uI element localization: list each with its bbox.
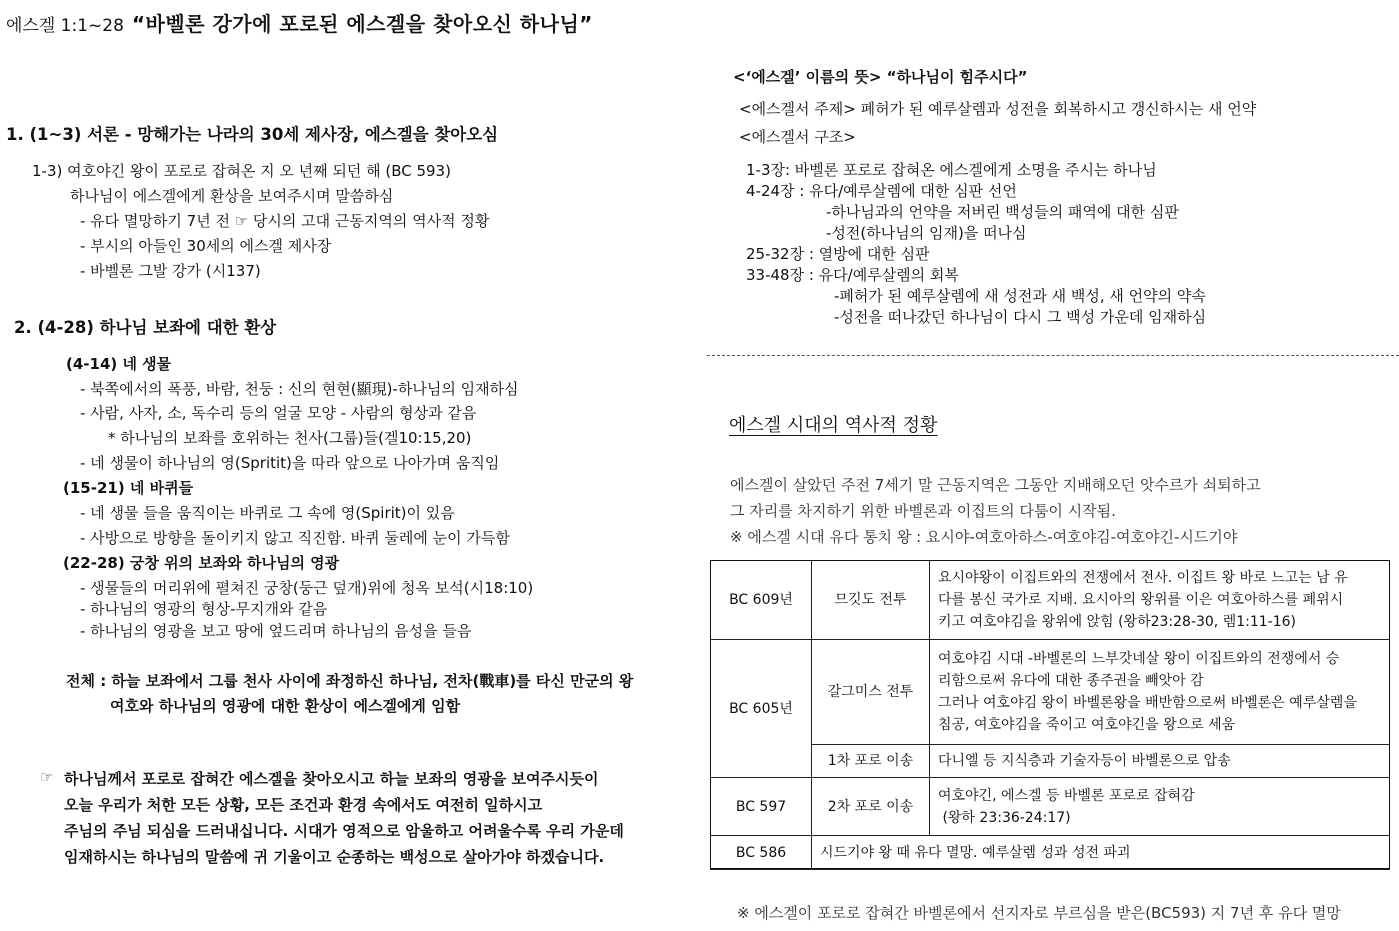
structure-label: <에스겔서 구조> <box>739 128 856 146</box>
application-line: 오늘 우리가 처한 모든 상황, 모든 조건과 환경 속에서도 여전히 일하시고 <box>64 796 543 814</box>
application-line: 임재하시는 하나님의 말씀에 귀 기울이고 순종하는 백성으로 살아가야 하겠습니다. <box>64 848 605 866</box>
structure-item: 1-3장: 바벨론 포로로 잡혀온 에스겔에게 소명을 주시는 하나님 <box>746 161 1157 179</box>
year-cell: BC 586 <box>711 836 812 870</box>
description-cell <box>930 778 1390 836</box>
year-cell: BC 605년 <box>711 640 812 778</box>
list-item: - 생물들의 머리위에 펼쳐진 궁창(둥근 덮개)위에 청옥 보석(시18:10) <box>80 579 534 597</box>
history-text: 에스겔이 살았던 주전 7세기 말 근동지역은 그동안 지배해오던 앗수르가 쇠퇴하고 <box>730 476 1261 494</box>
summary-line1: 전체 : 하늘 보좌에서 그룹 천사 사이에 좌정하신 하나님, 전차(戰車)를 타신 만군의 왕 <box>66 672 634 690</box>
list-item: - 하나님의 영광을 보고 땅에 엎드리며 하나님의 음성을 들음 <box>80 622 472 640</box>
structure-item: -성전(하나님의 임재)을 떠나심 <box>826 224 1027 242</box>
description-cell: 시드기야 왕 때 유다 멸망. 예루살렘 성과 성전 파괴 <box>812 836 1390 870</box>
description-cell <box>930 640 1390 745</box>
subheading-four-creatures: (4-14) 네 생물 <box>66 355 172 373</box>
history-heading: 에스겔 시대의 역사적 정황 <box>729 415 938 436</box>
list-item: - 북쪽에서의 폭풍, 바람, 천둥 : 신의 현현(顯現)-하나님의 임재하심 <box>80 380 519 398</box>
structure-item: -하나님과의 언약을 저버린 백성들의 패역에 대한 심판 <box>826 203 1179 221</box>
application-line: 주님의 주님 되심을 드러내십니다. 시대가 영적으로 암울하고 어려울수록 우리 가운데 <box>64 822 624 840</box>
list-item: * 하나님의 보좌를 호위하는 천사(그룹)들(겔10:15,20) <box>108 429 472 447</box>
description-line: 다를 봉신 국가로 지배. 요시아의 왕위를 이은 여호아하스를 폐위시 <box>938 592 1344 608</box>
subheading-throne-glory: (22-28) 궁창 위의 보좌와 하나님의 영광 <box>63 554 340 572</box>
structure-item: 4-24장 : 유다/예루살렘에 대한 심판 선언 <box>746 182 1017 200</box>
page-title <box>6 8 593 37</box>
name-meaning: <‘에스겔’ 이름의 뜻> “하나님이 힘주시다” <box>733 68 1028 86</box>
list-item: - 네 생물 들을 움직이는 바퀴로 그 속에 영(Spirit)이 있음 <box>80 504 455 522</box>
book-theme: <에스겔서 주제> 폐허가 된 예루살렘과 성전을 회복하시고 갱신하시는 새 언약 <box>739 100 1257 118</box>
pointing-hand-icon: ☞ <box>40 768 54 786</box>
structure-item: 33-48장 : 유다/예루살렘의 회복 <box>746 266 959 284</box>
year-cell: BC 597 <box>711 778 812 836</box>
description-line: 여호야긴, 에스겔 등 바벨론 포로로 잡혀감 <box>938 787 1195 804</box>
description-line: 키고 여호야김을 왕위에 앉힘 (왕하23:28-30, 렘1:11-16) <box>938 614 1297 630</box>
table-row <box>711 836 1390 870</box>
list-item: - 사방으로 방향을 돌이키지 않고 직진함. 바퀴 둘레에 눈이 가득함 <box>80 529 510 547</box>
event-cell: 므깃도 전투 <box>812 561 930 640</box>
description-line: 리함으로써 유다에 대한 종주권을 빼앗아 감 <box>938 673 1204 689</box>
table-row <box>711 640 1390 745</box>
structure-item: -성전을 떠나갔던 하나님이 다시 그 백성 가운데 임재하심 <box>834 308 1207 326</box>
event-cell: 갈그미스 전투 <box>812 640 930 745</box>
section1-line2: 하나님이 에스겔에게 환상을 보여주시며 말씀하심 <box>70 187 394 205</box>
description-line: (왕하 23:36-24:17) <box>938 809 1071 826</box>
summary-line2: 여호와 하나님의 영광에 대한 환상이 에스겔에게 임함 <box>110 697 461 715</box>
table-row <box>711 561 1390 640</box>
list-item: - 하나님의 영광의 형상-무지개와 같음 <box>80 600 328 618</box>
description-line: 침공, 여호야김을 죽이고 여호야긴을 왕으로 세움 <box>938 717 1236 733</box>
dashed-divider <box>707 355 1399 356</box>
section1-bullet: - 바벨론 그발 강가 (시137) <box>80 262 261 280</box>
structure-item: 25-32장 : 열방에 대한 심판 <box>746 245 930 263</box>
history-text: 그 자리를 차지하기 위한 바벨론과 이집트의 다툼이 시작됨. <box>730 502 1116 520</box>
section1-bullet: - 부시의 아들인 30세의 에스겔 제사장 <box>80 237 332 255</box>
list-item: - 사람, 사자, 소, 독수리 등의 얼굴 모양 - 사람의 형상과 같음 <box>80 404 477 422</box>
description-line: 그러나 여호야김 왕이 바벨론왕을 배반함으로써 바벨론은 예루살렘을 <box>938 695 1357 711</box>
description-line: 여호야김 시대 -바벨론의 느부갓네살 왕이 이집트와의 전쟁에서 승 <box>938 651 1340 667</box>
event-cell: 2차 포로 이송 <box>812 778 930 836</box>
section1-bullet: - 유다 멸망하기 7년 전 ☞ 당시의 고대 근동지역의 역사적 정황 <box>80 212 490 230</box>
description-line: 요시야왕이 이집트와의 전쟁에서 전사. 이집트 왕 바로 느고는 남 유 <box>938 570 1348 586</box>
history-text: ※ 에스겔 시대 유다 통치 왕 : 요시야-여호아하스-여호야김-여호야긴-시드기야 <box>730 528 1238 546</box>
application-line: 하나님께서 포로로 잡혀간 에스겔을 찾아오시고 하늘 보좌의 영광을 보여주시듯이 <box>64 770 599 788</box>
year-cell: BC 609년 <box>711 561 812 640</box>
sermon-title: “바벨론 강가에 포로된 에스겔을 찾아오신 하나님” <box>131 12 593 36</box>
list-item: - 네 생물이 하나님의 영(Spritit)을 따라 앞으로 나아가며 움직임 <box>80 454 500 472</box>
history-table <box>710 560 1390 870</box>
section1-heading: 1. (1~3) 서론 - 망해가는 나라의 30세 제사장, 에스겔을 찾아오심 <box>6 125 499 144</box>
table-row <box>711 745 1390 778</box>
section1-line1: 1-3) 여호야긴 왕이 포로로 잡혀온 지 오 년째 되던 해 (BC 593) <box>32 162 451 180</box>
footnote: ※ 에스겔이 포로로 잡혀간 바벨론에서 선지자로 부르심을 받은(BC593) 지 7년 후 유다 멸망 <box>737 904 1341 922</box>
structure-item: -폐허가 된 예루살렘에 새 성전과 새 백성, 새 언약의 약속 <box>834 287 1206 305</box>
description-cell <box>930 561 1390 640</box>
subheading-four-wheels: (15-21) 네 바퀴들 <box>63 479 194 497</box>
description-cell: 다니엘 등 지식층과 기술자등이 바벨론으로 압송 <box>930 745 1390 778</box>
scripture-reference: 에스겔 1:1~28 <box>6 16 124 36</box>
event-cell: 1차 포로 이송 <box>812 745 930 778</box>
table-row <box>711 778 1390 836</box>
section2-heading: 2. (4-28) 하나님 보좌에 대한 환상 <box>14 318 277 337</box>
